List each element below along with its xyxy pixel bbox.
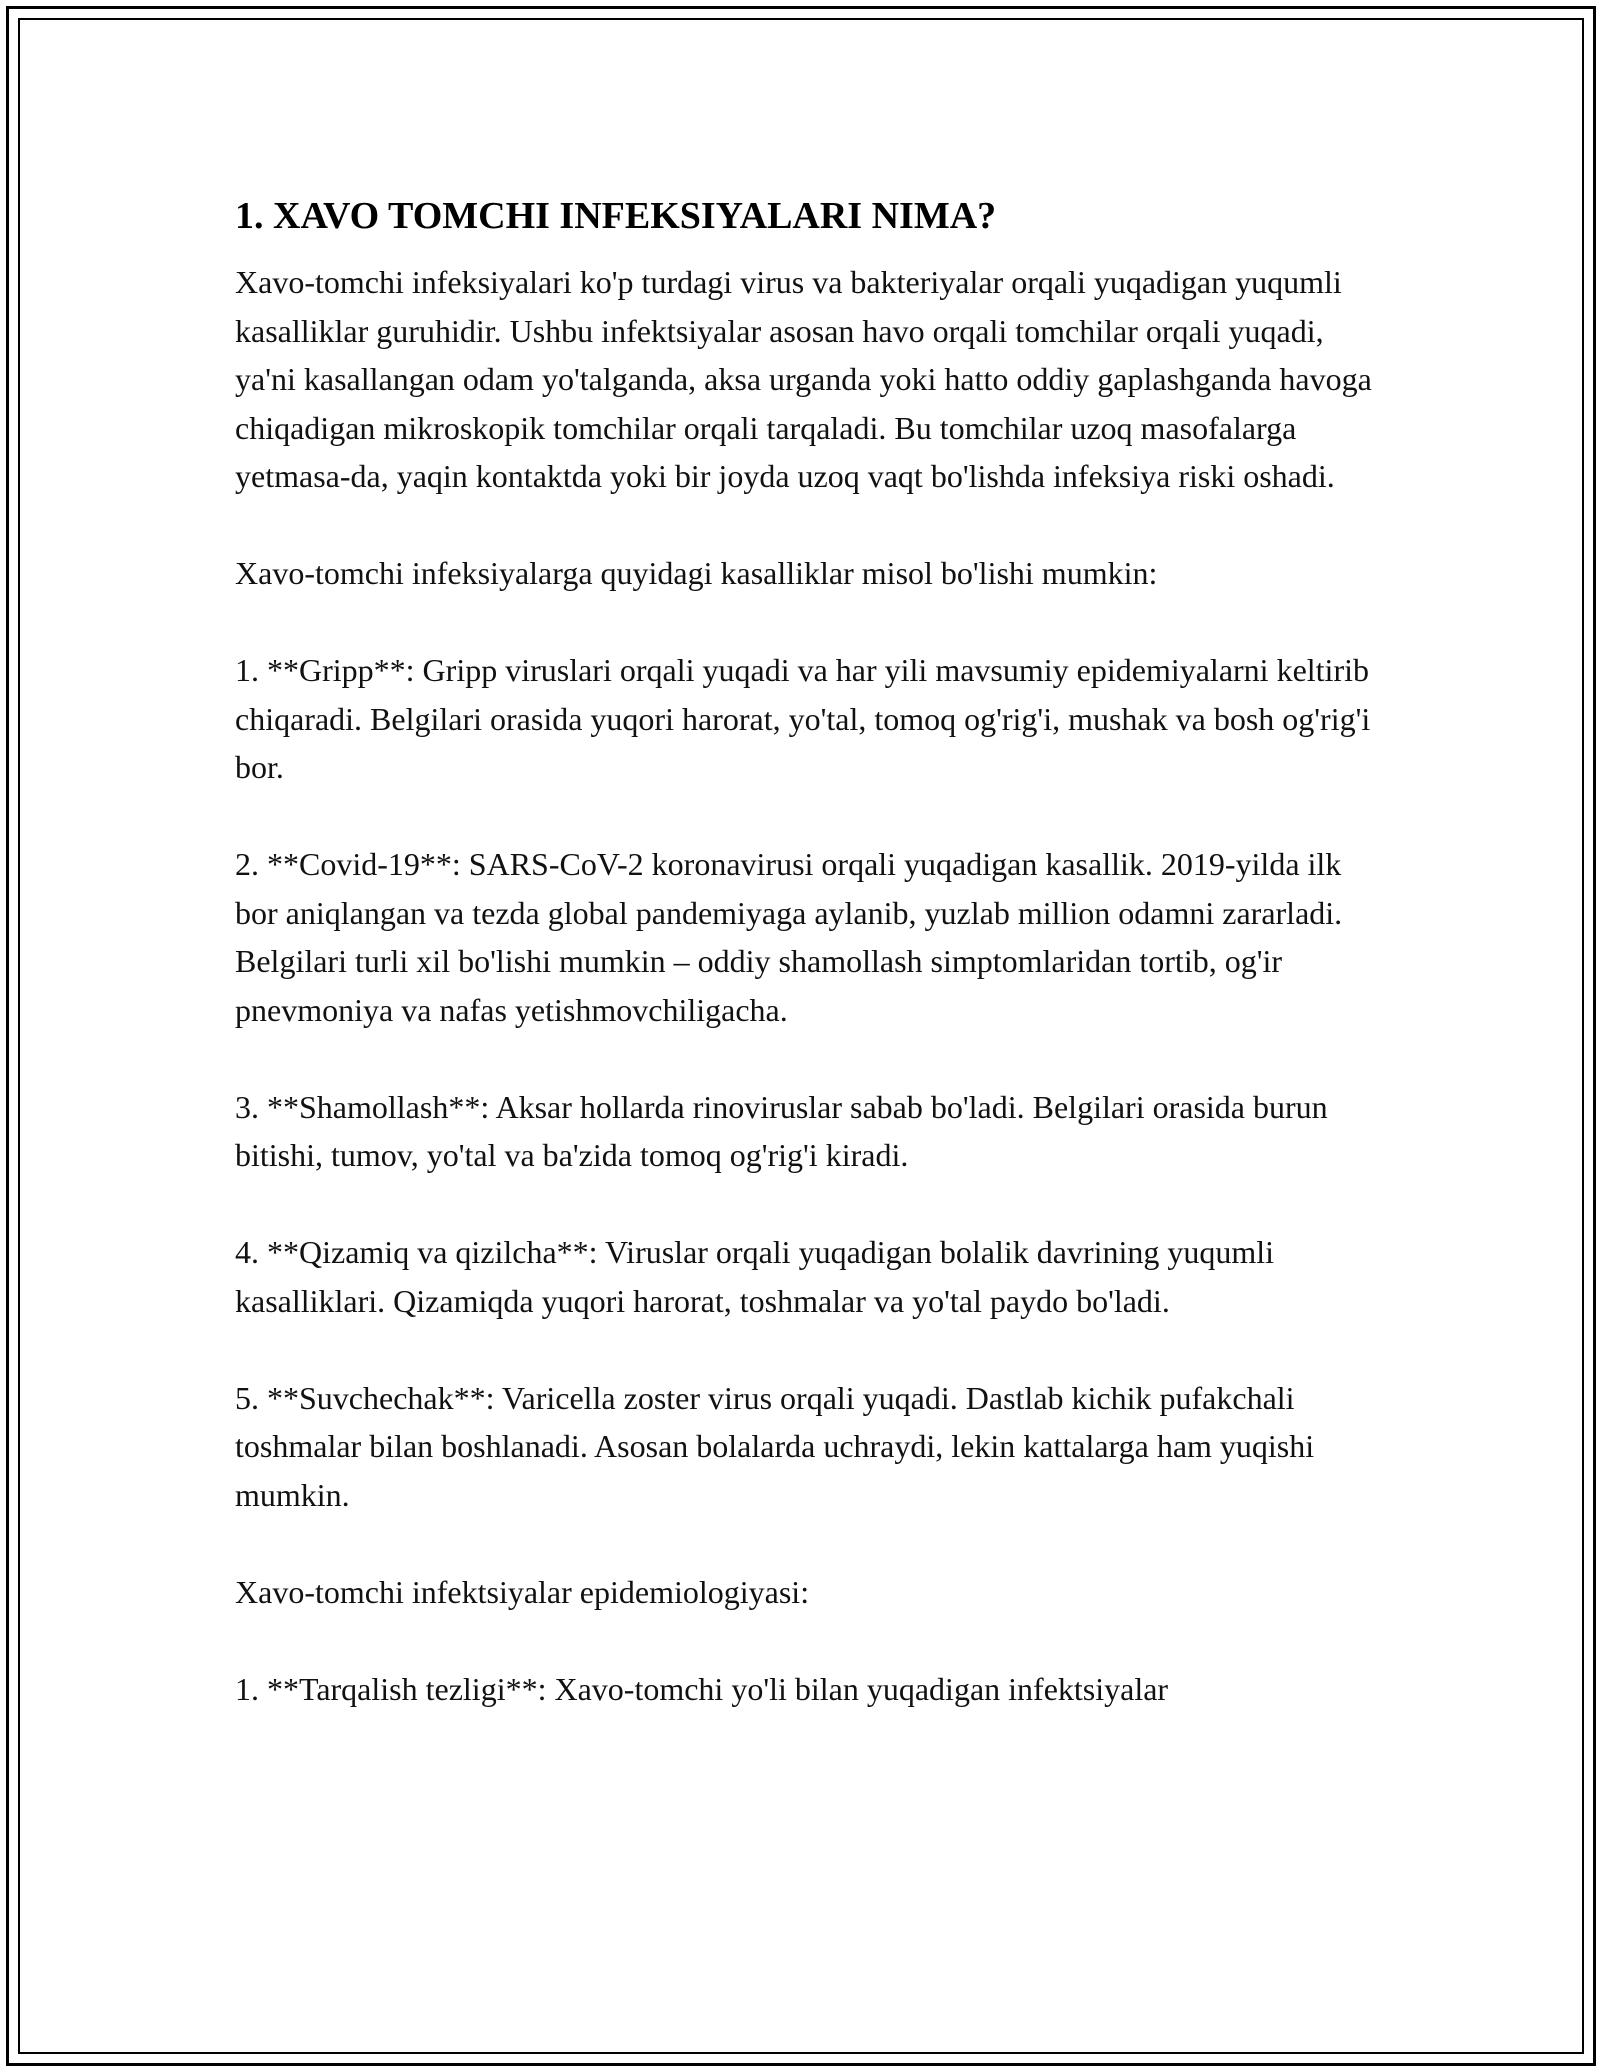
list-item-covid: 2. **Covid-19**: SARS-CoV-2 koronavirusi orqali yuqadigan kasallik. 2019-yilda ilk bor aniqlangan va tezda global pandemiyaga aylanib, yuzlab million odamni zararladi. Belgilari turli xil bo'lishi mumkin – oddiy shamollash simptomlaridan tortib, og'ir pnevmoniya va nafas yetishmovchiligacha.	[235, 846, 1343, 1028]
list-item-shamollash: 3. **Shamollash**: Aksar hollarda rinoviruslar sabab bo'ladi. Belgilari orasida burun bitishi, tumov, yo'tal va ba'zida tomoq og'rig'i kiradi.	[235, 1088, 1328, 1173]
list-item-suvchechak: 5. **Suvchechak**: Varicella zoster virus orqali yuqadi. Dastlab kichik pufakchali toshmalar bilan boshlanadi. Asosan bolalarda uchraydi, lekin kattalarga ham yuqishi mumkin.	[235, 1379, 1315, 1513]
list-item-gripp: 1. **Gripp**: Gripp viruslari orqali yuqadi va har yili mavsumiy epidemiyalarni keltirib chiqaradi. Belgilari orasida yuqori harorat, yo'tal, tomoq og'rig'i, mushak va bosh og'rig'i bor.	[235, 652, 1371, 785]
paragraph-intro: Xavo-tomchi infeksiyalari ko'p turdagi virus va bakteriyalar orqali yuqadigan yuqumli kasalliklar guruhidir. Ushbu infektsiyalar asosan havo orqali tomchilar orqali yuqadi, ya'ni kasallangan odam yo'talganda, aksa urganda yoki hatto oddiy gaplashganda havoga chiqadigan mikroskopik tomchilar orqali tarqaladi. Bu tomchilar uzoq masofalarga yetmasa-da, yaqin kontaktda yoki bir joyda uzoq vaqt bo'lishda infeksiya riski oshadi.	[235, 264, 1372, 494]
paragraph-examples-intro: Xavo-tomchi infeksiyalarga quyidagi kasalliklar misol bo'lishi mumkin:	[235, 555, 1158, 591]
list-item-qizamiq: 4. **Qizamiq va qizilcha**: Viruslar orqali yuqadigan bolalik davrining yuqumli kasalliklari. Qizamiqda yuqori harorat, toshmalar va yo'tal paydo bo'ladi.	[235, 1234, 1275, 1319]
document-body	[235, 188, 1375, 1713]
list-item-tarqalish: 1. **Tarqalish tezligi**: Xavo-tomchi yo'li bilan yuqadigan infektsiyalar	[235, 1670, 1169, 1707]
document-heading: 1. XAVO TOMCHI INFEKSIYALARI NIMA?	[235, 195, 997, 237]
paragraph-epidemiology-intro: Xavo-tomchi infektsiyalar epidemiologiyasi:	[235, 1573, 810, 1610]
